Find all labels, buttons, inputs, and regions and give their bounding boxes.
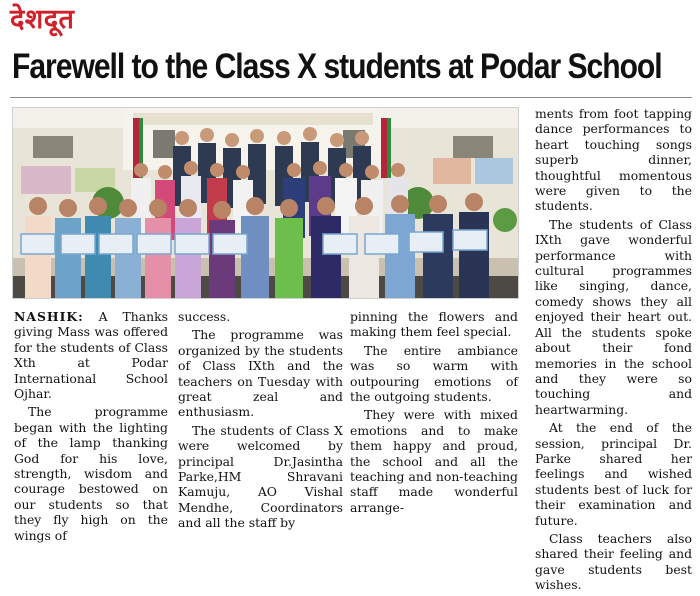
paragraph: They were with mixed emotions and to make them happy and proud, the school and all the teaching and non-teaching staff made wonderful arrange- bbox=[350, 407, 518, 515]
paragraph: NASHIK: A Thanks giving Mass was offered for the students of Class Xth at Podar International School Ojhar. bbox=[14, 309, 168, 402]
masthead-logo: देशदूत bbox=[10, 4, 75, 35]
paragraph: The programme was organized by the students of Class IXth and the teachers on Tuesday with great zeal and enthusiasm. bbox=[178, 327, 343, 420]
divider bbox=[10, 97, 692, 98]
paragraph: The entire ambiance was so warm with outpouring emotions of the outgoing students. bbox=[350, 342, 518, 405]
article-column-3 bbox=[350, 309, 518, 518]
paragraph: The students of Class IXth gave wonderful performance with cultural programmes like singing, dance, comedy shows they all enjoyed their heart out. All the students spoke about their fond memories in the school and they were so touching and heartwarming. bbox=[535, 216, 692, 417]
group-photo bbox=[12, 107, 519, 299]
paragraph: success. bbox=[178, 309, 231, 324]
dateline: NASHIK: bbox=[14, 309, 84, 324]
paragraph: The programme began with the lighting of the lamp thanking God for his love, strength, wisdom and courage bestowed on our students so that they fly high on the wings of bbox=[14, 404, 168, 543]
paragraph: At the end of the session, principal Dr. Parke shared her feelings and wished students best of luck for their examination and future. bbox=[535, 420, 692, 528]
paragraph: ments from foot tapping dance performances to heart touching songs superb dinner, thoughtful momentous were given to the students. bbox=[535, 106, 692, 214]
article-column-4 bbox=[535, 106, 692, 596]
paragraph: pinning the flowers and making them feel special. bbox=[350, 309, 518, 340]
article-column-1 bbox=[14, 309, 168, 546]
group-photo-illustration bbox=[13, 108, 518, 298]
headline: Farewell to the Class X students at Podar School bbox=[12, 47, 662, 86]
article-column-2 bbox=[178, 309, 343, 534]
paragraph: Class teachers also shared their feeling and gave students best wishes. bbox=[535, 530, 692, 593]
paragraph: The students of Class X were welcomed by principal Dr.Jasintha Parke,HM Shravani Kamuju, AO Vishal Mendhe, Coordinators and all the staff by bbox=[178, 422, 343, 531]
